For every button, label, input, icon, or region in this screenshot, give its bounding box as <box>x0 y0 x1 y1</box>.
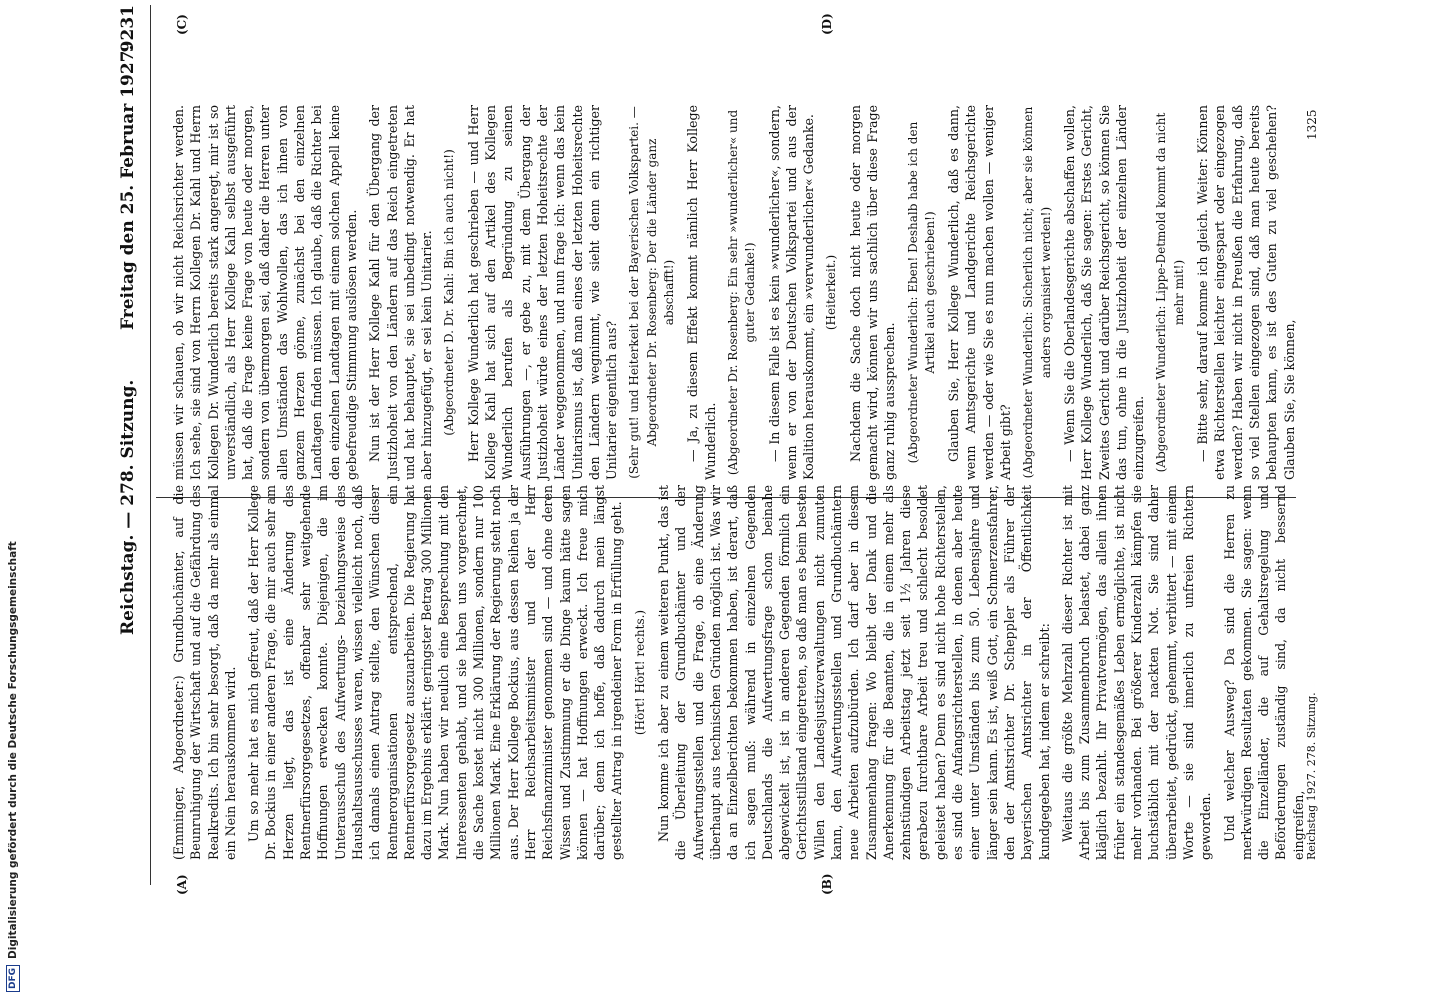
header-rule <box>150 5 151 885</box>
footer-note: Reichstag 1927. 278. Sitzung. <box>1305 692 1318 860</box>
footer-page-number: 1325 <box>1305 109 1319 140</box>
paragraph: — Bitte sehr, darauf komme ich gleich. Weiter: Können etwa Richterstellen leichter eingespart oder eingezogen werden? Haben wir nicht in Preußen die Erfahrung, daß so viel Stellen eingezogen sind, daß man heute bereits behaupten kann, es ist des Guten zu viel geschehen? Glauben Sie, Sie können, <box>1195 105 1297 480</box>
text-column-left <box>170 485 1313 860</box>
paragraph: Nun ist der Herr Kollege Kahl für den Übergang der Justizhoheit von den Ländern auf das Reich eingetreten und hat behauptet, sie sei unbedingt notwendig. Er hat aber hinzugefügt, er sei kein Unitarier. <box>367 105 435 480</box>
header-page-number: 9231 <box>118 5 138 53</box>
marker-d: (D) <box>820 13 834 35</box>
dfg-logo: DFG <box>6 965 20 992</box>
interjection: (Heiterkeit.) <box>824 254 839 331</box>
digitization-credit <box>0 0 26 1000</box>
paragraph: müssen wir schauen, ob wir nicht Reichsrichter werden. Ich sehe, sie sind von Herrn Kollegen Dr. Kahl und Herrn Kollegen Dr. Wunderlich bereits stark angeregt, mir ist so unverständlich, als Herr Kollege Kahl selbst ausgeführt hat, daß die Frage keine Frage von heute oder morgen, sondern von übermorgen sei, daß daher die Herren unter allen Umständen das Wohlwollen, das ich ihnen von ganzem Herzen gönne, zunächst bei den einzelnen Landtagen finden müssen. Ich glaube, daß die Richter bei den einzelnen Landtagen mit einem solchen Appell keine gebefreudige Stimmung auslösen werden. <box>171 105 359 480</box>
paragraph: — Ja, zu diesem Effekt kommt nämlich Herr Kollege Wunderlich. <box>685 105 718 480</box>
interjection: (Abgeordneter Dr. Rosenberg: Ein sehr »wunderlicher« und guter Gedanke!) <box>725 109 758 476</box>
header-date: Freitag den 25. Februar 1927. <box>118 44 138 330</box>
paragraph: Nun komme ich aber zu einem weiteren Punkt, das ist die Überleitung der Grundbuchämter und der Aufwertungsstellen und die Frage, ob eine Änderung überhaupt aus technischen Gründen möglich ist. Was wir da an Einzelberichten bekommen haben, ist derart, daß ich sagen muß: während in einzelnen Gegenden Deutschlands die Aufwertungsfrage schon beinahe abgewickelt ist, ist in anderen Gegenden förmlich ein Gerichtsstillstand eingetreten, so daß man es beim besten Willen den Landesjustizverwaltungen nicht zumuten kann, den Aufwertungsstellen und Grundbuchämtern neue Arbeiten aufzubürden. Ich darf aber in diesem Zusammenhang fragen: Wo bleibt der Dank und die Anerkennung für die Beamten, die in einem mehr als zehnstündigen Arbeitstag jetzt seit 1½ Jahren diese gerabezu furchtbare Arbeit treu und schlecht besoldet geleistet haben? Denn es sind nicht hohe Richterstellen, es sind die Anfangsrichterstellen, in denen aber heute einer unter Umständen bis zum 50. Lebensjahre und länger sein kann. Es ist, weiß Gott, ein Schmerzensfahrer, den der Amtsrichter Dr. Scheppler als Führer der bayerischen Amtsrichter in der Öffentlichkeit kundgegeben hat, indem er schreibt: <box>656 485 1052 860</box>
running-header <box>118 5 144 895</box>
paragraph: (Emminger, Abgeordneter:) Grundbuchämter, auf die Beunruhigung der Wirtschaft und auf die Gefährdung des Realkredits. Ich bin sehr besorgt, daß da mehr als einmal ein Nein herauskommen wird. <box>171 485 238 860</box>
header-session: Reichstag. — 278. Sitzung. <box>118 379 138 635</box>
marker-a: (A) <box>175 874 189 895</box>
paragraph: Um so mehr hat es mich gefreut, daß der Herr Kollege Dr. Bockius in einer anderen Frage, die mir auch sehr am Herzen liegt, das ist eine Änderung des Rentnerfürsorgegesetzes, offenbar sehr weitgehende Hoffnungen erwecken konnte. Diejenigen, die im Unterausschuß des Aufwertungs- beziehungsweise des Haushaltsausschusses waren, wissen vielleicht noch, daß ich damals einen Antrag stellte, den Wünschen dieser Rentnerorganisationen entsprechend, ein Rentnerfürsorgegesetz auszuarbeiten. Die Regierung hat dazu im Ergebnis erklärt: geringster Betrag 300 Millionen Mark. Nun haben wir neulich eine Besprechung mit den Interessenten gehabt, und sie haben uns vorgerechnet, die Sache kostet nicht 300 Millionen, sondern nur 100 Millionen Mark. Eine Erklärung der Regierung steht noch aus. Der Herr Kollege Bockius, aus dessen Reihen ja der Herr Reichsarbeitsminister und der Herr Reichsfinanzminister genommen sind — und ohne deren Wissen und Zustimmung er die Dinge kaum hätte sagen können — hat Hoffnungen erweckt. Ich freue mich darüber; denn ich hoffe, daß dadurch mein längst gestellter Antrag in irgendeiner Form in Erfüllung geht. <box>246 485 625 860</box>
paragraph: — In diesem Falle ist es kein »wunderlicher«, sondern, wenn er von der Deutschen Volkspartei und aus der Koalition herauskommt, ein »verwunderlicher« Gedanke. <box>766 105 817 480</box>
page-content <box>100 0 1340 1000</box>
interjection: (Abgeordneter D. Dr. Kahl: Bin ich auch nicht!) <box>442 149 457 436</box>
marker-b: (B) <box>820 873 834 895</box>
paragraph: Und welcher Ausweg? Da sind die Herren zu merkwürdigen Resultaten gekommen. Sie sagen: wenn die Einzelländer, die auf Gehaltsregelung und Beförderungen zuständig sind, da nicht bessernd eingreifen, <box>1221 485 1306 860</box>
paragraph: — Wenn Sie die Oberlandesgerichte abschaffen wollen, Herr Kollege Wunderlich, daß Sie sagen: Erstes Gericht, Zweites Gericht und darüber Reichsgericht, so können Sie das tun, ohne in die Justizhoheit der einzelnen Länder einzugreifen. <box>1061 105 1147 480</box>
paragraph: Glauben Sie, Herr Kollege Wunderlich, daß es dann, wenn Amtsgerichte und Landgerichte Reichsgerichte werden — oder wie Sie es nun machen wollen — weniger Arbeit gibt? <box>946 105 1014 480</box>
interjection: (Abgeordneter Wunderlich: Eben! Deshalb habe ich den Artikel auch geschrieben!) <box>905 121 937 464</box>
credit-text: Digitalisierung gefördert durch die Deutsche Forschungsgemeinschaft <box>7 541 19 959</box>
paragraph: Weitaus die größte Mehrzahl dieser Richter ist mit Arbeit bis zum Zusammenbruch belastet, dabei ganz kläglich bezahlt. Ihr Privatvermögen, das allein ihnen früher ein standesgemäßes Leben ermöglichte, ist nicht mehr vorhanden. Bei größerer Kinderzahl kämpfen sie buchstäblich mit der nackten Not. Sie sind daher überarbeitet, gedrückt, gehemmt, verbittert — mit einem Worte — sie sind innerlich zu unfreien Richtern geworden. <box>1059 485 1214 860</box>
interjection: (Hört! Hört! rechts.) <box>632 609 647 736</box>
paragraph: Herr Kollege Wunderlich hat geschrieben — und Herr Kollege Kahl hat sich auf den Artikel des Kollegen Wunderlich berufen als Begründung zu seinen Ausführungen —, er gebe zu, mit dem Übergang der Justizhoheit würde eines der letzten Hoheitsrechte der Länder weggenommen, und nun frage ich: wenn das kein Unitarismus ist, daß man eines der letzten Hoheitsrechte den Ländern wegnimmt, wie sieht denn ein richtiger Unitarier eigentlich aus? <box>465 105 620 480</box>
interjection: (Abgeordneter Wunderlich: Sicherlich nicht; aber sie können anders organisiert werden!) <box>1021 106 1053 479</box>
marker-c: (C) <box>175 14 189 35</box>
paragraph: Nachdem die Sache doch nicht heute oder morgen gemacht wird, können wir uns sachlich über diese Frage ganz ruhig aussprechen. <box>847 105 898 480</box>
interjection: (Abgeordneter Wunderlich: Lippe-Detmold kommt da nicht mehr mit!) <box>1154 112 1186 473</box>
text-column-right <box>170 105 1304 480</box>
interjection: (Sehr gut! und Heiterkeit bei der Bayerischen Volkspartei. — Abgeordneter Dr. Rosenberg: Der die Länder ganz abschafft!) <box>627 106 677 479</box>
